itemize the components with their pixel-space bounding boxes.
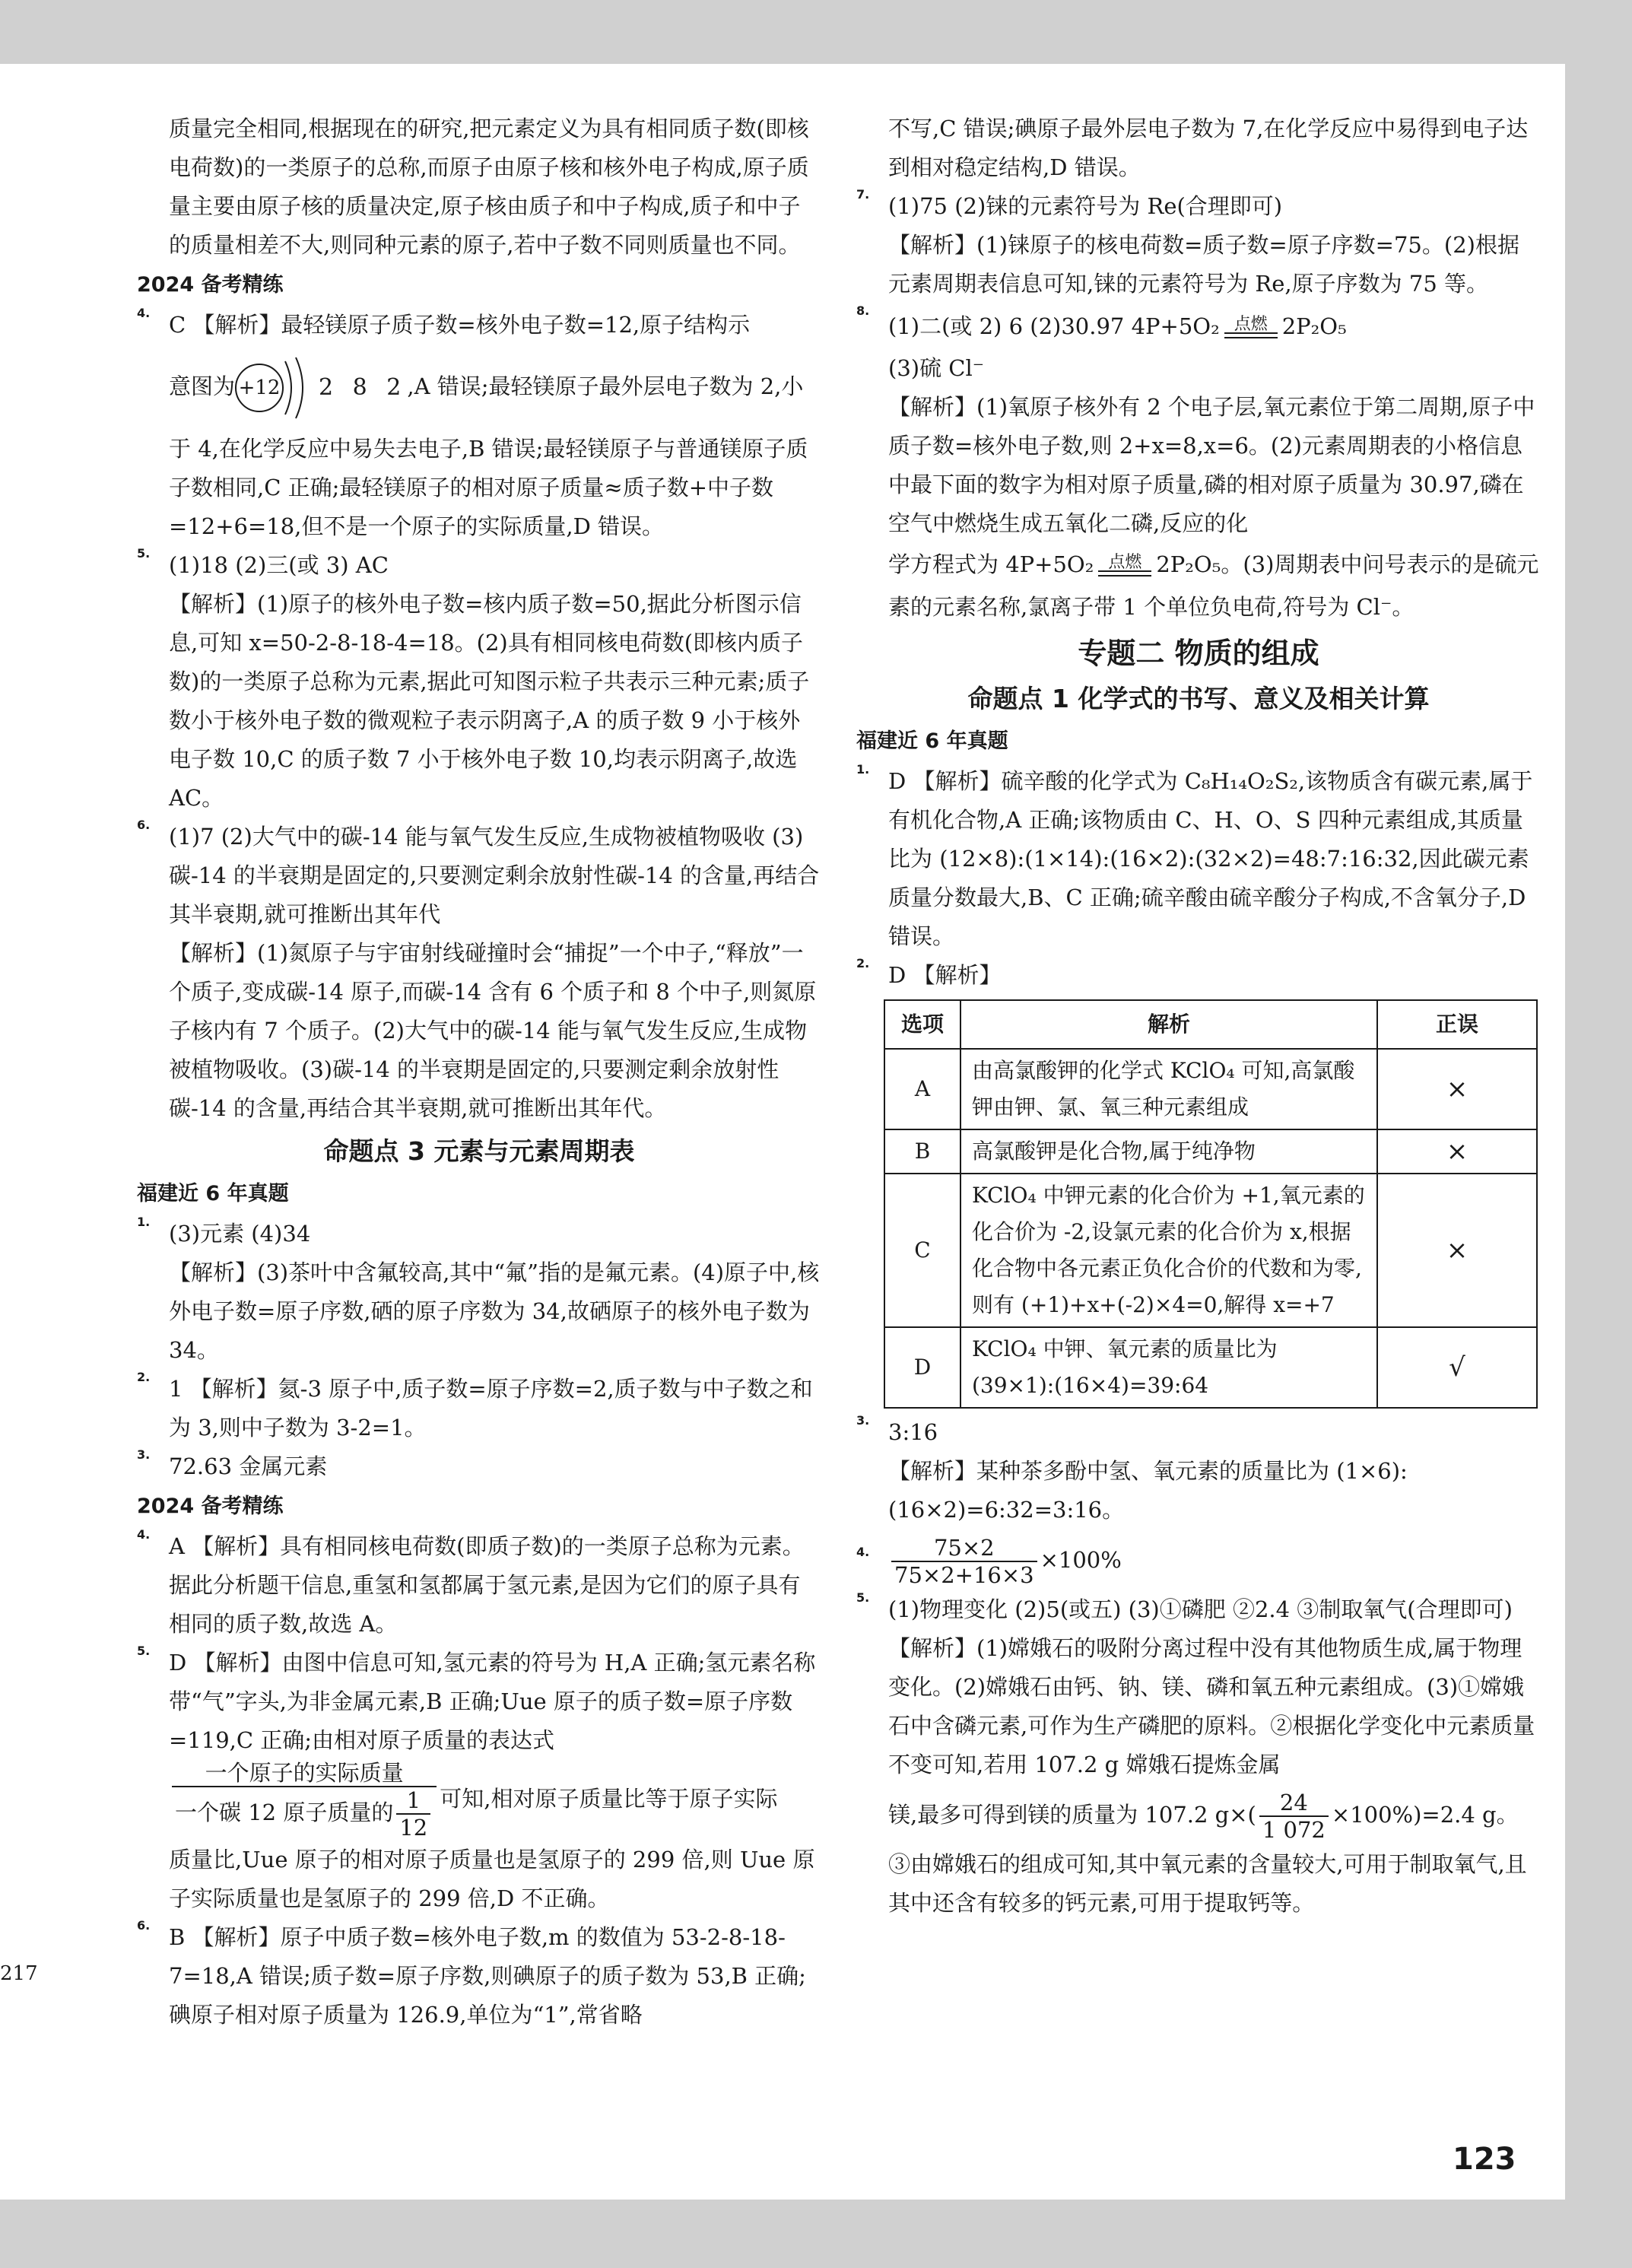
analysis-text: 学方程式为 4P+5O₂ 点燃 2P₂O₅。(3)周期表中问号表示的是硫元素的元素名称,氯离子带 1 个单位负电荷,符号为 Cl⁻。: [888, 551, 1539, 620]
shell-arcs-icon: [281, 354, 311, 422]
table-header-row: [884, 1000, 1537, 1049]
table-header: 正误: [1377, 1000, 1537, 1049]
heading-point-3: 命题点 3 元素与元素周期表: [323, 1136, 635, 1166]
question-number: 2.: [137, 1370, 151, 1384]
magnesium-fraction: $\frac{24}{1 072}$: [1259, 1790, 1329, 1843]
topic-question-4: [856, 1529, 1541, 1590]
table-cell-mark: √: [1377, 1327, 1537, 1408]
table-cell-text: 由高氯酸钾的化学式 KClO₄ 可知,高氯酸钾由钾、氯、氧三种元素组成: [960, 1049, 1377, 1129]
analysis-text: 【解析】(1)氧原子核外有 2 个电子层,氧元素位于第二周期,原子中质子数=核外电子数,则 2+x=8,x=6。(2)元素周期表的小格信息中最下面的数字为相对原子质量,磷的相对原子质量为 30.97,磷在空气中燃烧生成五氧化二磷,反应的化: [888, 394, 1535, 536]
table-cell-text: KClO₄ 中钾、氧元素的质量比为 (39×1):(16×4)=39:64: [960, 1327, 1377, 1408]
answer-text: D 【解析】由图中信息可知,氢元素的符号为 H,A 正确;氢元素名称带“气”字头,为非金属元素,B 正确;Uue 原子的质子数=原子序数=119,C 正确;由相对原子质量的表达式: [169, 1650, 816, 1753]
continued-text: 不写,C 错误;碘原子最外层电子数为 7,在化学反应中易得到电子达到相对稳定结构,D 错误。: [888, 116, 1529, 180]
one-twelfth-fraction: $\frac{1}{12}$: [396, 1787, 430, 1841]
answer-text: (1)7 (2)大气中的碳-14 能与氧气发生反应,生成物被植物吸收 (3)碳-14 的半衰期是固定的,只要测定剩余放射性碳-14 的含量,再结合其半衰期,就可推断出其年代: [169, 824, 820, 927]
question-number: 8.: [856, 303, 870, 318]
question-7: [856, 187, 1541, 303]
formula-line: 镁,最多可得到镁的质量为 107.2 g×( $\frac{24}{1 072}$ ×100%)=2.4 g。: [888, 1790, 1519, 1843]
answer-text: 1 【解析】氦-3 原子中,质子数=原子序数=2,质子数与中子数之和为 3,则中子数为 3-2=1。: [169, 1376, 813, 1441]
table-cell-mark: ×: [1377, 1174, 1537, 1327]
table-header: 选项: [884, 1000, 960, 1049]
answer-text: B 【解析】原子中质子数=核外电子数,m 的数值为 53-2-8-18-7=18,A 错误;质子数=原子序数,则碘原子的质子数为 53,B 正确;碘原子相对原子质量为 126.9,单位为“1”,常省略: [169, 1924, 806, 2028]
analysis-text: 【解析】(3)茶叶中含氟较高,其中“氟”指的是氟元素。(4)原子中,核外电子数=原子序数,硒的原子序数为 34,故硒原子的核外电子数为 34。: [169, 1259, 820, 1363]
question-number: 5.: [856, 1590, 870, 1605]
question-4: [137, 306, 821, 546]
fj-question-2: [137, 1370, 821, 1447]
answer-text: (3)元素 (4)34: [169, 1221, 311, 1247]
reaction-arrow: 点燃: [1224, 317, 1278, 338]
page: [0, 64, 1565, 2200]
electron-shells: 2 8 2: [319, 374, 408, 401]
analysis-text: 【解析】(1)原子的核外电子数=核内质子数=50,据此分析图示信息,可知 x=50-2-8-18-4=18。(2)具有相同核电荷数(即核内质子数)的一类原子总称为元素,据此可知图示粒子共表示三种元素;质子数小于核外电子数的微观粒子表示阴离子,A 的质子数 9 小于核外电子数 10,C 的质子数 7 小于核外电子数 10,均表示阴离子,故选 AC。: [169, 591, 810, 811]
table-row: [884, 1049, 1537, 1129]
question-number: 6.: [137, 1918, 151, 1933]
table-row: [884, 1129, 1537, 1174]
practice-question-5: [137, 1644, 821, 1918]
question-number: 4.: [856, 1545, 870, 1559]
topic-heading: 专题二 物质的组成: [1078, 637, 1319, 670]
table-row: [884, 1174, 1537, 1327]
question-number: 7.: [856, 187, 870, 202]
answer-text: (3)硫 Cl⁻: [888, 355, 985, 381]
right-column: [856, 110, 1541, 1923]
topic-question-2: [856, 956, 1541, 995]
table-cell-option: D: [884, 1327, 960, 1408]
formula-line: $\frac{75\times 2}{75\times 2+16\times 3}$ ×100%: [888, 1529, 1541, 1590]
question-number: 3.: [137, 1447, 151, 1462]
reaction-arrow: 点燃: [1098, 555, 1151, 577]
answer-text: C 【解析】最轻镁原子质子数=核外电子数=12,原子结构示: [169, 312, 751, 338]
answer-text: (1)物理变化 (2)5(或五) (3)①磷肥 ②2.4 ③制取氧气(合理即可): [888, 1596, 1513, 1622]
analysis-text: 【解析】(1)铼原子的核电荷数=质子数=原子序数=75。(2)根据元素周期表信息可知,铼的元素符号为 Re,原子序数为 75 等。: [888, 232, 1519, 297]
question-number: 5.: [137, 546, 151, 561]
heading-point-1: 命题点 1 化学式的书写、意义及相关计算: [967, 684, 1430, 713]
practice-question-6: [137, 1918, 821, 2035]
question-number: 3.: [856, 1413, 870, 1428]
analysis-text: 【解析】某种茶多酚中氢、氧元素的质量比为 (1×6):(16×2)=6:32=3:16。: [888, 1458, 1408, 1523]
table-header: 解析: [960, 1000, 1377, 1049]
practice-question-4: [137, 1527, 821, 1644]
table-cell-text: 高氯酸钾是化合物,属于纯净物: [960, 1129, 1377, 1174]
table-cell-mark: ×: [1377, 1049, 1537, 1129]
answer-text: (1)75 (2)铼的元素符号为 Re(合理即可): [888, 193, 1283, 219]
section-label: 福建近 6 年真题: [137, 1182, 289, 1205]
analysis-text: ③由嫦娥石的组成可知,其中氧元素的含量较大,可用于制取氧气,且其中还含有较多的钙元素,可用于提取钙等。: [888, 1851, 1527, 1916]
question-number: 1.: [137, 1215, 151, 1229]
mass-fraction: $\frac{75\times 2}{75\times 2+16\times 3}$: [891, 1535, 1037, 1588]
analysis-table: [884, 999, 1538, 1409]
answer-text: A 【解析】具有相同核电荷数(即质子数)的一类原子总称为元素。据此分析题干信息,重氢和氢都属于氢元素,是因为它们的原子具有相同的质子数,故选 A。: [169, 1533, 805, 1637]
section-label: 福建近 6 年真题: [856, 729, 1008, 753]
analysis-text: 【解析】(1)氮原子与宇宙射线碰撞时会“捕捉”一个中子,“释放”一个质子,变成碳-14 原子,而碳-14 含有 6 个质子和 8 个中子,则氮原子核内有 7 个质子。(2)大气中的碳-14 能与氧气发生反应,生成物被植物吸收。(3)碳-14 的半衰期是固定的,只要测定剩余放射性碳-14 的含量,再结合其半衰期,就可推断出其年代。: [169, 940, 817, 1121]
table-cell-option: A: [884, 1049, 960, 1129]
question-number: 6.: [137, 818, 151, 832]
topic-question-1: [856, 762, 1541, 956]
question-8: [856, 303, 1541, 628]
answer-text: 于 4,在化学反应中易失去电子,B 错误;最轻镁原子与普通镁原子质子数相同,C 正确;最轻镁原子的相对原子质量≈质子数+中子数=12+6=18,但不是一个原子的实际质量,D 错误。: [169, 436, 808, 539]
answer-text: (1)18 (2)三(或 3) AC: [169, 552, 389, 578]
answer-text: 意图为 +12 2 8 2 ,A 错误;最轻镁原子最外层电子数为 2,小: [169, 345, 821, 430]
table-row: [884, 1327, 1537, 1408]
relative-mass-fraction: 一个原子的实际质量 一个碳 12 原子质量的 $\frac{1}{12}$: [172, 1760, 437, 1841]
question-number: 4.: [137, 1527, 151, 1542]
answer-text: 质量比,Uue 原子的相对原子质量也是氢原子的 299 倍,则 Uue 原子实际质量也是氢原子的 299 倍,D 不正确。: [169, 1847, 815, 1911]
table-cell-option: B: [884, 1129, 960, 1174]
question-number: 2.: [856, 956, 870, 970]
question-5: [137, 546, 821, 818]
left-column: [137, 110, 821, 2035]
analysis-text: 【解析】(1)嫦娥石的吸附分离过程中没有其他物质生成,属于物理变化。(2)嫦娥石由钙、钠、镁、磷和氧五种元素组成。(3)①嫦娥石中含磷元素,可作为生产磷肥的原料。②根据化学变化中元素质量不变可知,若用 107.2 g 嫦娥石提炼金属: [888, 1635, 1535, 1777]
topic-question-5: [856, 1590, 1541, 1923]
answer-text: 3:16: [888, 1419, 938, 1445]
table-cell-mark: ×: [1377, 1129, 1537, 1174]
page-number: 123: [1453, 2142, 1516, 2177]
fj-question-3: [137, 1447, 821, 1486]
side-number: 217: [0, 1962, 38, 1985]
section-label: 2024 备考精练: [137, 273, 284, 297]
section-label: 2024 备考精练: [137, 1495, 284, 1518]
atom-structure-diagram: [235, 346, 407, 430]
nucleus: +12: [235, 364, 284, 412]
formula-line: 一个原子的实际质量 一个碳 12 原子质量的 $\frac{1}{12}$ 可知,相对原子质量比等于原子实际: [169, 1760, 821, 1841]
fj-question-1: [137, 1215, 821, 1370]
question-number: 1.: [856, 762, 870, 777]
question-number: 4.: [137, 306, 151, 320]
answer-text: (1)二(或 2) 6 (2)30.97 4P+5O₂ 点燃 2P₂O₅: [888, 313, 1347, 339]
answer-text: D 【解析】: [888, 962, 1002, 988]
topic-question-3: [856, 1413, 1541, 1529]
question-number: 5.: [137, 1644, 151, 1658]
question-6: [137, 818, 821, 1128]
table-cell-text: KClO₄ 中钾元素的化合价为 +1,氧元素的化合价为 -2,设氯元素的化合价为 x,根据化合物中各元素正负化合价的代数和为零,则有 (+1)+x+(-2)×4=0,解得 x=+7: [960, 1174, 1377, 1327]
answer-text: 72.63 金属元素: [169, 1453, 328, 1479]
intro-text: 质量完全相同,根据现在的研究,把元素定义为具有相同质子数(即核电荷数)的一类原子的总称,而原子由原子核和核外电子构成,原子质量主要由原子核的质量决定,原子核由质子和中子构成,质子和中子的质量相差不大,则同种元素的原子,若中子数不同则质量也不同。: [169, 116, 809, 258]
table-cell-option: C: [884, 1174, 960, 1327]
answer-text: D 【解析】硫辛酸的化学式为 C₈H₁₄O₂S₂,该物质含有碳元素,属于有机化合物,A 正确;该物质由 C、H、O、S 四种元素组成,其质量比为 (12×8):(1×14):(16×2):(32×2)=48:7:16:32,因此碳元素质量分数最大,B、C 正确;硫辛酸由硫辛酸分子构成,不含氧分子,D 错误。: [888, 768, 1533, 949]
